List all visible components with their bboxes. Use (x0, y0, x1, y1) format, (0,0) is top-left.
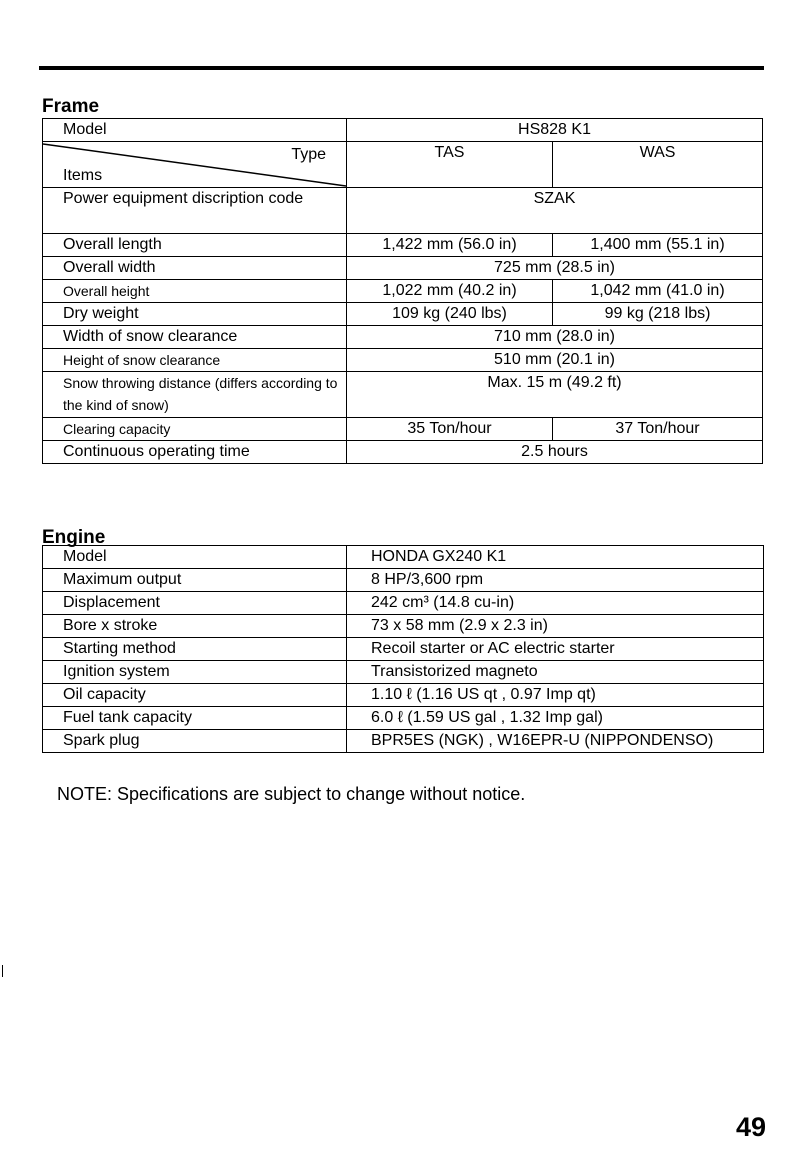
type-tas: TAS (347, 142, 553, 188)
row-value: Transistorized magneto (347, 661, 764, 684)
row-label: Continuous operating time (43, 441, 347, 464)
top-rule (39, 66, 764, 70)
row-label: Clearing capacity (43, 418, 347, 441)
table-row (43, 326, 763, 349)
row-value: Max. 15 m (49.2 ft) (347, 372, 763, 418)
row-label: Overall height (43, 280, 347, 303)
table-row (43, 349, 763, 372)
row-value: HONDA GX240 K1 (347, 546, 764, 569)
row-value-was: 1,400 mm (55.1 in) (553, 234, 763, 257)
row-value-was: 1,042 mm (41.0 in) (553, 280, 763, 303)
table-row (43, 280, 763, 303)
table-row (43, 119, 763, 142)
row-label: Overall width (43, 257, 347, 280)
specifications-note: NOTE: Specifications are subject to change without notice. (57, 784, 526, 804)
table-row (43, 372, 763, 418)
type-label: Type (291, 146, 326, 163)
row-label: Starting method (43, 638, 347, 661)
row-value: HS828 K1 (347, 119, 763, 142)
table-row (43, 188, 763, 234)
row-label: Fuel tank capacity (43, 707, 347, 730)
row-label: Dry weight (43, 303, 347, 326)
row-label: Model (43, 546, 347, 569)
table-row (43, 441, 763, 464)
table-row (43, 142, 763, 188)
row-value: 242 cm³ (14.8 cu-in) (347, 592, 764, 615)
type-was: WAS (553, 142, 763, 188)
row-label: Model (43, 119, 347, 142)
table-row (43, 234, 763, 257)
row-value: 2.5 hours (347, 441, 763, 464)
table-row (43, 303, 763, 326)
table-row (43, 684, 764, 707)
frame-section-title: Frame (42, 96, 100, 117)
page-number: 49 (735, 1112, 766, 1142)
row-label: Power equipment discription code (43, 188, 347, 234)
table-row (43, 615, 764, 638)
table-row (43, 546, 764, 569)
engine-spec-table (42, 545, 764, 753)
table-row (43, 707, 764, 730)
row-value-was: 37 Ton/hour (553, 418, 763, 441)
row-label: Height of snow clearance (43, 349, 347, 372)
items-label: Items (63, 167, 103, 184)
row-value: 725 mm (28.5 in) (347, 257, 763, 280)
table-row (43, 730, 764, 753)
row-value: 73 x 58 mm (2.9 x 2.3 in) (347, 615, 764, 638)
table-row (43, 418, 763, 441)
row-label: Width of snow clearance (43, 326, 347, 349)
row-value: SZAK (347, 188, 763, 234)
table-row (43, 592, 764, 615)
row-label: Snow throwing distance (differs according to the kind of snow) (43, 372, 347, 418)
row-label: Overall length (43, 234, 347, 257)
row-value-tas: 109 kg (240 lbs) (347, 303, 553, 326)
row-value: 8 HP/3,600 rpm (347, 569, 764, 592)
row-value-was: 99 kg (218 lbs) (553, 303, 763, 326)
table-row (43, 638, 764, 661)
row-value: 1.10 ℓ (1.16 US qt , 0.97 Imp qt) (347, 684, 764, 707)
row-value: Recoil starter or AC electric starter (347, 638, 764, 661)
row-value: BPR5ES (NGK) , W16EPR-U (NIPPONDENSO) (347, 730, 764, 753)
row-value-tas: 1,422 mm (56.0 in) (347, 234, 553, 257)
row-label: Maximum output (43, 569, 347, 592)
row-label: Bore x stroke (43, 615, 347, 638)
row-label: Ignition system (43, 661, 347, 684)
frame-spec-table (42, 118, 763, 464)
row-label: Oil capacity (43, 684, 347, 707)
row-label: Spark plug (43, 730, 347, 753)
table-row (43, 569, 764, 592)
table-row (43, 661, 764, 684)
row-value: 710 mm (28.0 in) (347, 326, 763, 349)
table-row (43, 257, 763, 280)
type-items-header-cell (43, 142, 347, 188)
row-value-tas: 1,022 mm (40.2 in) (347, 280, 553, 303)
row-label: Displacement (43, 592, 347, 615)
row-value-tas: 35 Ton/hour (347, 418, 553, 441)
engine-section-title: Engine (42, 527, 106, 548)
row-value: 510 mm (20.1 in) (347, 349, 763, 372)
row-value: 6.0 ℓ (1.59 US gal , 1.32 Imp gal) (347, 707, 764, 730)
scan-edge-mark (2, 965, 3, 977)
